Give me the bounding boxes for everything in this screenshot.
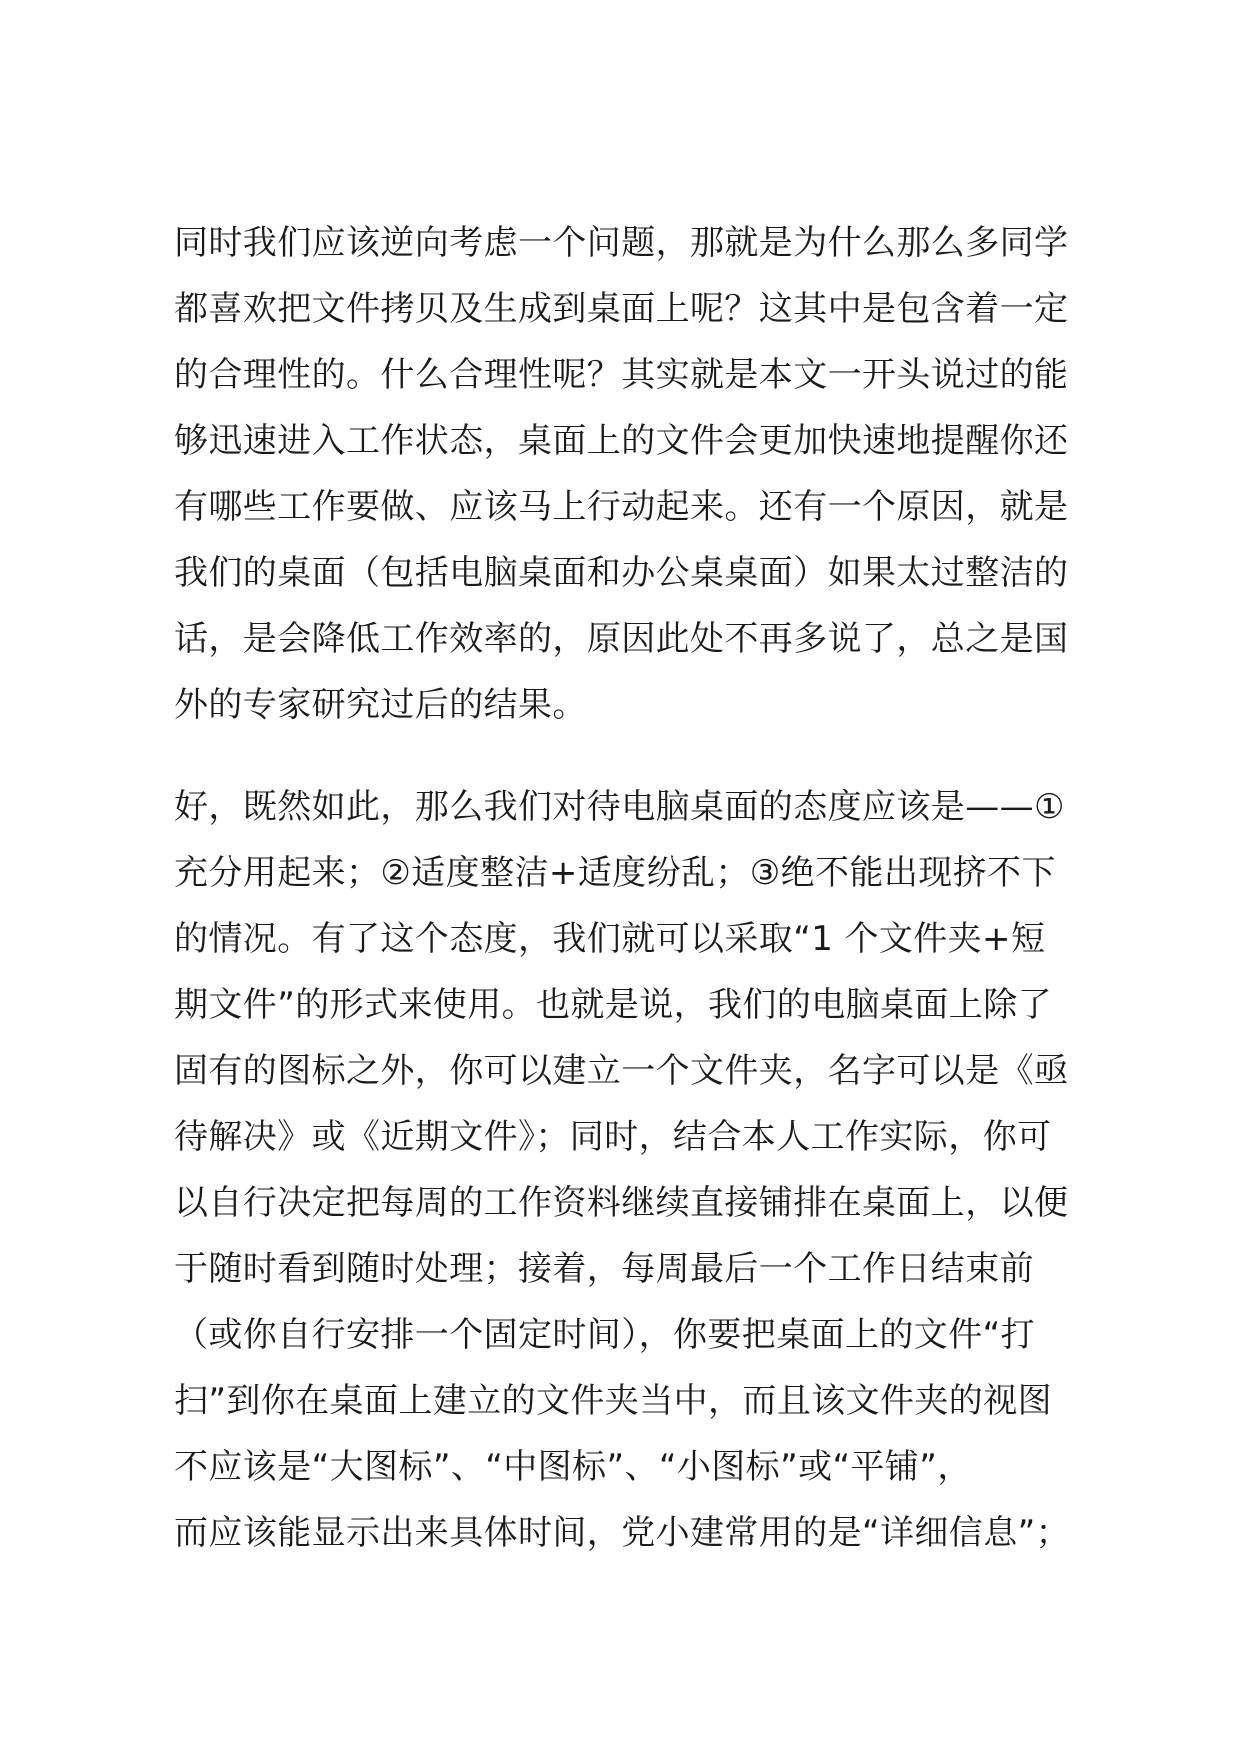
paragraph-1 [174,210,1094,738]
paragraph-line: 都喜欢把文件拷贝及生成到桌面上呢？这其中是包含着一定 [174,289,1069,329]
paragraph-line: 够迅速进入工作状态，桌面上的文件会更加快速地提醒你还 [174,421,1069,461]
paragraph-line: 的合理性的。什么合理性呢？其实就是本文一开头说过的能 [174,355,1069,395]
paragraph-line: 我们的桌面（包括电脑桌面和办公桌桌面）如果太过整洁的 [174,553,1069,593]
paragraph-spacer [174,738,1094,774]
paragraph-line: 充分用起来；②适度整洁+适度纷乱；③绝不能出现挤不下 [174,853,1056,893]
paragraph-line: 好，既然如此，那么我们对待电脑桌面的态度应该是——① [174,787,1065,827]
paragraph-line: 于随时看到随时处理；接着，每周最后一个工作日结束前 [174,1249,1034,1289]
paragraph-line: 话，是会降低工作效率的，原因此处不再多说了，总之是国 [174,619,1069,659]
paragraph-line: 同时我们应该逆向考虑一个问题，那就是为什么那么多同学 [174,223,1069,263]
paragraph-line: 而应该能显示出来具体时间，党小建常用的是“详细信息”； [174,1513,1071,1553]
paragraph-line: 期文件”的形式来使用。也就是说，我们的电脑桌面上除了 [174,985,1053,1025]
paragraph-line: 有哪些工作要做、应该马上行动起来。还有一个原因，就是 [174,487,1069,527]
paragraph-line: 以自行决定把每周的工作资料继续直接铺排在桌面上，以便 [174,1183,1069,1223]
paragraph-line: 不应该是“大图标”、“中图标”、“小图标”或“平铺”， [174,1447,972,1487]
paragraph-line: 的情况。有了这个态度，我们就可以采取“1 个文件夹+短 [174,919,1046,959]
paragraph-line: 外的专家研究过后的结果。 [174,685,587,725]
paragraph-line: （或你自行安排一个固定时间），你要把桌面上的文件“打 [174,1315,1036,1355]
paragraph-line: 扫”到你在桌面上建立的文件夹当中，而且该文件夹的视图 [174,1381,1053,1421]
paragraph-line: 固有的图标之外，你可以建立一个文件夹，名字可以是《亟 [174,1051,1069,1091]
paragraph-2 [174,774,1094,1566]
paragraph-line: 待解决》或《近期文件》；同时，结合本人工作实际，你可 [174,1117,1052,1157]
document-body [174,210,1094,1566]
